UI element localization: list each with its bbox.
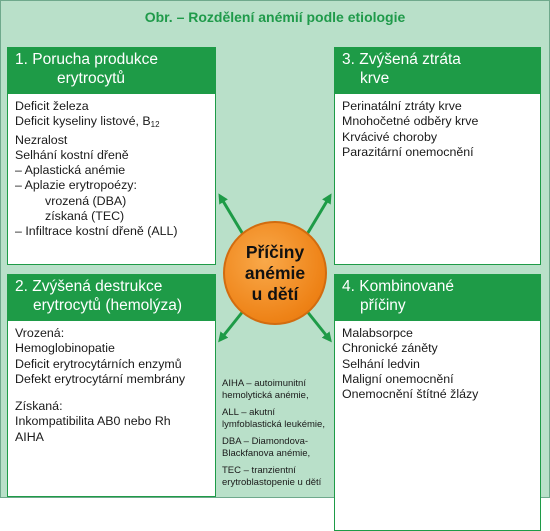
legend-item: ALL – akutní lymfoblastická leukémie, xyxy=(222,407,325,430)
list-item-text: Krvácivé choroby xyxy=(342,129,438,144)
list-item-text: Deficit kyseliny listové, B xyxy=(15,114,151,129)
list-item-text: Vrozená: xyxy=(15,326,65,340)
center-line: u dětí xyxy=(251,283,299,304)
list-item-text: Deficit železa xyxy=(15,99,89,113)
legend-item: TEC – tranzientní erytroblastopenie u dětí xyxy=(222,465,322,488)
legend-item: DBA – Diamondova-Blackfanova anémie, xyxy=(222,436,311,459)
box-head-line: 4. Kombinované xyxy=(342,278,455,295)
list-item-text: – Aplastická anémie xyxy=(15,163,126,178)
box-head-line: 3. Zvýšená ztráta xyxy=(342,51,461,68)
box-head-line: erytrocytů xyxy=(57,70,126,87)
arrow-to-loss xyxy=(306,196,330,236)
list-item-text: Perinatální ztráty krve xyxy=(342,99,462,113)
center-line: Příčiny xyxy=(245,241,305,262)
arrow-to-destruction xyxy=(220,310,244,340)
center-circle xyxy=(223,221,327,325)
list-item-text: – Infiltrace kostní dřeně (ALL) xyxy=(15,224,178,239)
list-item-text: Nezralost xyxy=(15,132,68,147)
box-head-line: 2. Zvýšená destrukce xyxy=(15,278,163,295)
legend-item: AIHA – autoimunitní hemolytická anémie, xyxy=(222,378,309,401)
box-head-line: erytrocytů (hemolýza) xyxy=(33,297,183,314)
list-item-text: Inkompatibilita AB0 nebo Rh xyxy=(15,414,171,429)
list-item-text: Získaná: xyxy=(15,399,63,414)
list-item-text: Onemocnění štítné žlázy xyxy=(342,387,479,402)
box-head-line: 1. Porucha produkce xyxy=(15,51,159,68)
list-item-text: Deficit erytrocytárních enzymů xyxy=(15,356,182,371)
list-item-text: Mnohočetné odběry krve xyxy=(342,114,479,129)
list-item-text: Malabsorpce xyxy=(342,326,413,340)
box-head-line: příčiny xyxy=(360,297,406,314)
arrow-to-production xyxy=(220,196,244,236)
list-item-subscript: 12 xyxy=(150,120,160,130)
list-item-text: – Aplazie erytropoézy: xyxy=(15,178,137,193)
list-item-text: získaná (TEC) xyxy=(45,209,125,224)
list-item-text: AIHA xyxy=(15,429,44,444)
list-item-text: Chronické záněty xyxy=(342,341,438,356)
list-item-text: vrozená (DBA) xyxy=(45,193,127,208)
figure-title: Obr. – Rozdělení anémií podle etiologie xyxy=(144,9,406,25)
list-item-text: Parazitární onemocnění xyxy=(342,144,474,159)
arrow-to-combined xyxy=(306,310,330,340)
list-item-text: Defekt erytrocytární membrány xyxy=(15,371,186,386)
list-item-text: Selhání kostní dřeně xyxy=(15,147,129,162)
center-line: anémie xyxy=(244,262,306,283)
list-item-text: Maligní onemocnění xyxy=(342,371,454,386)
list-item-text: Hemoglobinopatie xyxy=(15,341,115,356)
list-item-text: Selhání ledvin xyxy=(342,356,420,371)
abbreviation-legend xyxy=(222,378,334,494)
box-head-line: krve xyxy=(360,70,390,87)
